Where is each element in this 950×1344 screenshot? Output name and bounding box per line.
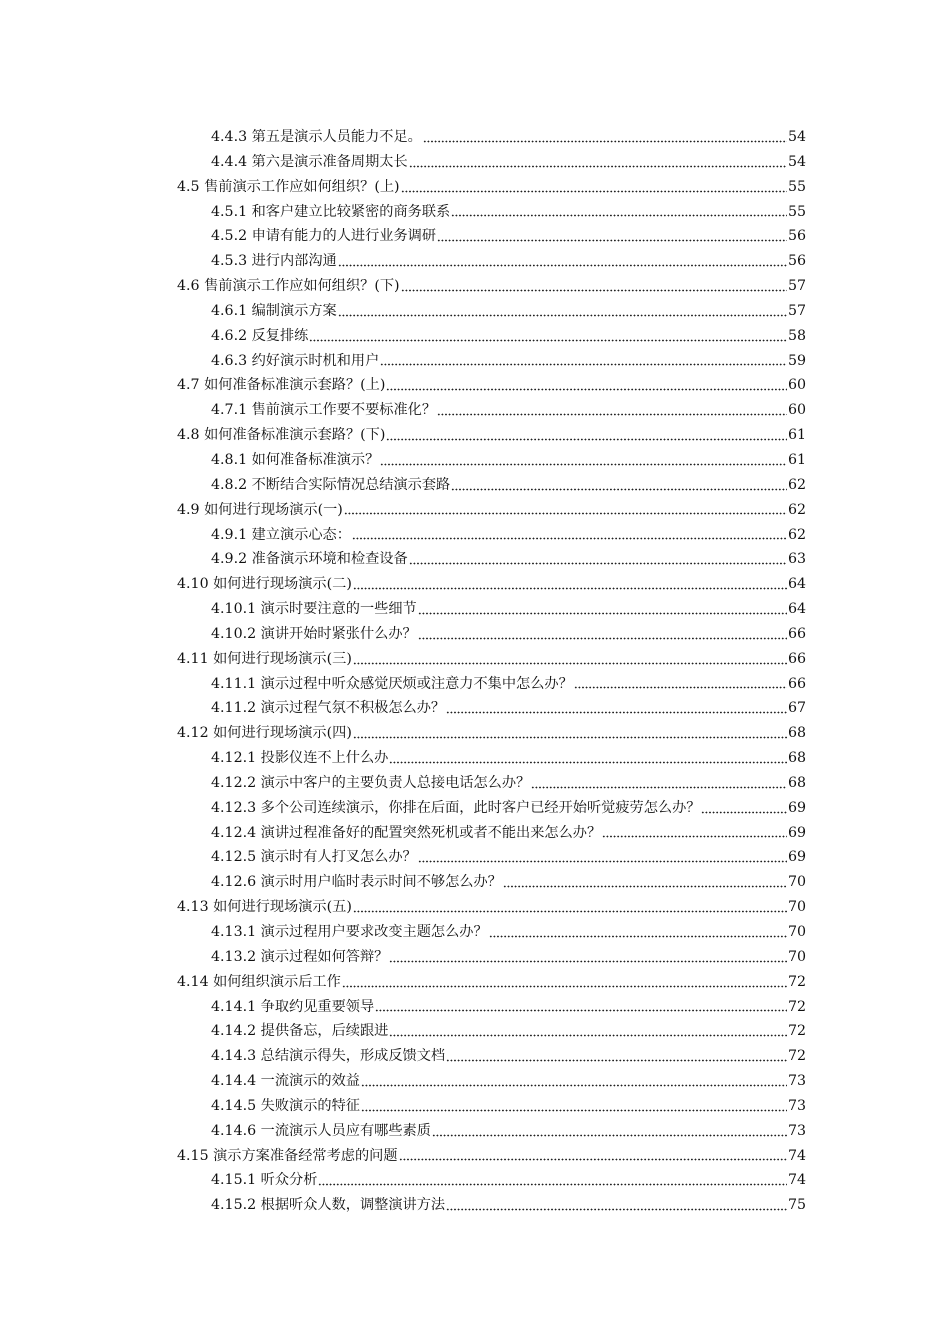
toc-entry-title: 4.14.2 提供备忘，后续跟进 bbox=[211, 1023, 389, 1040]
toc-entry-title: 4.5.1 和客户建立比较紧密的商务联系 bbox=[211, 203, 451, 220]
toc-page-number: 72 bbox=[787, 1048, 806, 1065]
toc-page-number: 68 bbox=[787, 725, 806, 742]
toc-entry-title: 4.8 如何准备标准演示套路？(下) bbox=[177, 427, 386, 444]
toc-subsection-entry[interactable] bbox=[0, 845, 806, 870]
toc-dot-leader bbox=[437, 230, 787, 244]
toc-section-entry[interactable] bbox=[0, 572, 806, 597]
toc-subsection-entry[interactable] bbox=[0, 299, 806, 324]
toc-entry-title: 4.13 如何进行现场演示(五) bbox=[177, 899, 352, 916]
toc-section-entry[interactable] bbox=[0, 721, 806, 746]
toc-subsection-entry[interactable] bbox=[0, 1069, 806, 1094]
toc-page-number: 61 bbox=[787, 451, 806, 468]
toc-subsection-entry[interactable] bbox=[0, 796, 806, 821]
toc-entry-title: 4.10 如何进行现场演示(二) bbox=[177, 576, 352, 593]
toc-subsection-entry[interactable] bbox=[0, 1019, 806, 1044]
toc-dot-leader bbox=[380, 453, 787, 467]
toc-page-number: 55 bbox=[787, 203, 806, 220]
toc-entry-title: 4.6.3 约好演示时机和用户 bbox=[211, 352, 380, 369]
toc-entry-title: 4.12.1 投影仪连不上什么办 bbox=[211, 750, 389, 767]
toc-entry-title: 4.12.6 演示时用户临时表示时间不够怎么办？ bbox=[211, 874, 502, 891]
toc-section-entry[interactable] bbox=[0, 498, 806, 523]
toc-dot-leader bbox=[418, 627, 787, 641]
toc-page-number: 70 bbox=[787, 924, 806, 940]
toc-dot-leader bbox=[418, 851, 787, 865]
toc-entry-title: 4.13.2 演示过程如何答辩？ bbox=[211, 948, 389, 965]
toc-page-number: 56 bbox=[787, 228, 806, 245]
toc-page-number: 74 bbox=[787, 1172, 806, 1189]
toc-dot-leader bbox=[389, 950, 787, 964]
toc-subsection-entry[interactable] bbox=[0, 1168, 806, 1193]
toc-subsection-entry[interactable] bbox=[0, 523, 806, 548]
table-of-contents bbox=[0, 125, 950, 1218]
toc-dot-leader bbox=[451, 205, 787, 219]
toc-subsection-entry[interactable] bbox=[0, 398, 806, 423]
toc-dot-leader bbox=[574, 677, 787, 691]
toc-page-number: 61 bbox=[787, 427, 806, 444]
toc-dot-leader bbox=[386, 379, 787, 393]
toc-subsection-entry[interactable] bbox=[0, 597, 806, 622]
toc-dot-leader bbox=[602, 826, 787, 840]
toc-entry-title: 4.5.2 申请有能力的人进行业务调研 bbox=[211, 228, 437, 245]
toc-page-number: 60 bbox=[787, 377, 806, 394]
toc-subsection-entry[interactable] bbox=[0, 1044, 806, 1069]
toc-entry-title: 4.12 如何进行现场演示(四) bbox=[177, 725, 352, 742]
toc-page-number: 70 bbox=[787, 948, 806, 965]
toc-dot-leader bbox=[409, 553, 787, 567]
toc-section-entry[interactable] bbox=[0, 373, 806, 398]
toc-page-number: 57 bbox=[787, 302, 806, 319]
toc-entry-title: 4.14.3 总结演示得失，形成反馈文档 bbox=[211, 1048, 446, 1065]
toc-dot-leader bbox=[375, 1000, 787, 1014]
toc-page-number: 73 bbox=[787, 1097, 806, 1114]
toc-subsection-entry[interactable] bbox=[0, 200, 806, 225]
toc-dot-leader bbox=[361, 1099, 787, 1113]
toc-subsection-entry[interactable] bbox=[0, 473, 806, 498]
toc-entry-title: 4.9 如何进行现场演示(一) bbox=[177, 501, 343, 518]
toc-subsection-entry[interactable] bbox=[0, 324, 806, 349]
toc-dot-leader bbox=[701, 801, 786, 815]
toc-entry-title: 4.11 如何进行现场演示(三) bbox=[177, 650, 352, 667]
toc-subsection-entry[interactable] bbox=[0, 150, 806, 175]
toc-subsection-entry[interactable] bbox=[0, 870, 806, 895]
toc-page-number: 69 bbox=[787, 824, 806, 841]
toc-subsection-entry[interactable] bbox=[0, 696, 806, 721]
toc-page-number: 66 bbox=[787, 675, 806, 692]
toc-dot-leader bbox=[503, 876, 787, 890]
toc-entry-title: 4.10.2 演讲开始时紧张什么办？ bbox=[211, 625, 417, 642]
toc-page-number: 62 bbox=[787, 526, 806, 543]
toc-page-number: 70 bbox=[787, 874, 806, 891]
toc-page-number: 68 bbox=[787, 774, 806, 791]
toc-page-number: 68 bbox=[787, 750, 806, 767]
toc-dot-leader bbox=[361, 1074, 787, 1088]
toc-entry-title: 4.4.3 第五是演示人员能力不足。 bbox=[211, 129, 422, 145]
toc-page-number: 57 bbox=[787, 278, 806, 295]
toc-page-number: 64 bbox=[787, 576, 806, 593]
toc-page-number: 75 bbox=[787, 1197, 806, 1214]
toc-entry-title: 4.11.2 演示过程气氛不积极怎么办？ bbox=[211, 700, 446, 717]
toc-dot-leader bbox=[446, 702, 787, 716]
toc-entry-title: 4.12.3 多个公司连续演示，你排在后面，此时客户已经开始听觉疲劳怎么办？ bbox=[211, 799, 701, 816]
toc-entry-title: 4.4.4 第六是演示准备周期太长 bbox=[211, 153, 408, 170]
toc-page-number: 70 bbox=[787, 899, 806, 916]
toc-page-number: 64 bbox=[787, 601, 806, 618]
toc-dot-leader bbox=[423, 130, 787, 144]
toc-subsection-entry[interactable] bbox=[0, 945, 806, 970]
toc-dot-leader bbox=[437, 404, 787, 418]
toc-entry-title: 4.9.1 建立演示心态： bbox=[211, 526, 351, 543]
toc-entry-title: 4.14.6 一流演示人员应有哪些素质 bbox=[211, 1122, 431, 1139]
toc-page-number: 54 bbox=[787, 153, 806, 170]
toc-dot-leader bbox=[318, 1174, 787, 1188]
toc-dot-leader bbox=[446, 1199, 787, 1213]
toc-dot-leader bbox=[353, 727, 787, 741]
toc-entry-title: 4.6.2 反复排练 bbox=[211, 327, 309, 344]
toc-entry-title: 4.8.2 不断结合实际情况总结演示套路 bbox=[211, 476, 451, 493]
toc-entry-title: 4.7 如何准备标准演示套路？(上) bbox=[177, 377, 386, 394]
toc-page-number: 72 bbox=[787, 1023, 806, 1040]
toc-entry-title: 4.12.4 演讲过程准备好的配置突然死机或者不能出来怎么办？ bbox=[211, 824, 602, 841]
toc-entry-title: 4.5.3 进行内部沟通 bbox=[211, 253, 337, 270]
toc-subsection-entry[interactable] bbox=[0, 746, 806, 771]
toc-dot-leader bbox=[338, 304, 787, 318]
toc-subsection-entry[interactable] bbox=[0, 672, 806, 697]
toc-entry-title: 4.14.5 失败演示的特征 bbox=[211, 1097, 360, 1114]
toc-entry-title: 4.14.1 争取约见重要领导 bbox=[211, 998, 375, 1015]
toc-dot-leader bbox=[353, 900, 787, 914]
toc-dot-leader bbox=[352, 528, 787, 542]
toc-entry-title: 4.7.1 售前演示工作要不要标准化？ bbox=[211, 402, 437, 419]
toc-page-number: 69 bbox=[787, 849, 806, 866]
toc-page-number: 55 bbox=[787, 178, 806, 195]
toc-dot-leader bbox=[353, 578, 787, 592]
toc-dot-leader bbox=[344, 503, 787, 517]
toc-subsection-entry[interactable] bbox=[0, 1119, 806, 1144]
toc-dot-leader bbox=[399, 1149, 787, 1163]
toc-section-entry[interactable] bbox=[0, 175, 806, 200]
toc-section-entry[interactable] bbox=[0, 970, 806, 995]
toc-entry-title: 4.8.1 如何准备标准演示？ bbox=[211, 451, 380, 468]
toc-page-number: 66 bbox=[787, 625, 806, 642]
toc-subsection-entry[interactable] bbox=[0, 1094, 806, 1119]
toc-entry-title: 4.11.1 演示过程中听众感觉厌烦或注意力不集中怎么办？ bbox=[211, 675, 573, 692]
toc-page-number: 66 bbox=[787, 650, 806, 667]
toc-section-entry[interactable] bbox=[0, 1144, 806, 1169]
toc-subsection-entry[interactable] bbox=[0, 821, 806, 846]
toc-dot-leader bbox=[389, 1025, 787, 1039]
toc-page-number: 72 bbox=[787, 998, 806, 1015]
toc-dot-leader bbox=[389, 751, 787, 765]
toc-dot-leader bbox=[338, 255, 787, 269]
toc-page-number: 62 bbox=[787, 501, 806, 518]
toc-entry-title: 4.6 售前演示工作应如何组织？(下) bbox=[177, 278, 400, 295]
toc-dot-leader bbox=[386, 428, 787, 442]
toc-dot-leader bbox=[432, 1124, 787, 1138]
toc-dot-leader bbox=[489, 925, 787, 939]
toc-entry-title: 4.10.1 演示时要注意的一些细节 bbox=[211, 601, 417, 618]
toc-page-number: 69 bbox=[787, 799, 806, 816]
toc-entry-title: 4.5 售前演示工作应如何组织？(上) bbox=[177, 178, 400, 195]
toc-page-number: 73 bbox=[787, 1073, 806, 1090]
toc-subsection-entry[interactable] bbox=[0, 920, 806, 945]
toc-dot-leader bbox=[380, 354, 787, 368]
toc-page-number: 67 bbox=[787, 700, 806, 717]
toc-entry-title: 4.15.2 根据听众人数，调整演讲方法 bbox=[211, 1197, 446, 1214]
toc-entry-title: 4.9.2 准备演示环境和检查设备 bbox=[211, 551, 408, 568]
toc-dot-leader bbox=[309, 329, 787, 343]
toc-subsection-entry[interactable] bbox=[0, 771, 806, 796]
toc-dot-leader bbox=[342, 975, 787, 989]
toc-dot-leader bbox=[418, 602, 787, 616]
toc-subsection-entry[interactable] bbox=[0, 1193, 806, 1218]
toc-entry-title: 4.12.2 演示中客户的主要负责人总接电话怎么办？ bbox=[211, 774, 531, 791]
toc-dot-leader bbox=[409, 155, 787, 169]
toc-section-entry[interactable] bbox=[0, 423, 806, 448]
toc-page-number: 56 bbox=[787, 253, 806, 270]
toc-entry-title: 4.15.1 听众分析 bbox=[211, 1172, 318, 1189]
toc-page-number: 63 bbox=[787, 551, 806, 568]
toc-page-number: 58 bbox=[787, 327, 806, 344]
toc-dot-leader bbox=[451, 478, 787, 492]
toc-subsection-entry[interactable] bbox=[0, 224, 806, 249]
toc-subsection-entry[interactable] bbox=[0, 448, 806, 473]
toc-dot-leader bbox=[531, 776, 787, 790]
toc-entry-title: 4.14 如何组织演示后工作 bbox=[177, 973, 341, 990]
toc-entry-title: 4.12.5 演示时有人打叉怎么办？ bbox=[211, 849, 417, 866]
toc-subsection-entry[interactable] bbox=[0, 125, 806, 150]
toc-entry-title: 4.15 演示方案准备经常考虑的问题 bbox=[177, 1147, 398, 1164]
toc-section-entry[interactable] bbox=[0, 895, 806, 920]
toc-entry-title: 4.13.1 演示过程用户要求改变主题怎么办？ bbox=[211, 924, 488, 940]
toc-dot-leader bbox=[446, 1050, 787, 1064]
toc-page-number: 54 bbox=[787, 129, 806, 145]
toc-dot-leader bbox=[401, 180, 787, 194]
toc-subsection-entry[interactable] bbox=[0, 249, 806, 274]
toc-entry-title: 4.14.4 一流演示的效益 bbox=[211, 1073, 360, 1090]
toc-entry-title: 4.6.1 编制演示方案 bbox=[211, 302, 337, 319]
toc-subsection-entry[interactable] bbox=[0, 547, 806, 572]
toc-dot-leader bbox=[353, 652, 787, 666]
toc-page-number: 60 bbox=[787, 402, 806, 419]
toc-subsection-entry[interactable] bbox=[0, 622, 806, 647]
toc-page-number: 72 bbox=[787, 973, 806, 990]
toc-section-entry[interactable] bbox=[0, 274, 806, 299]
toc-section-entry[interactable] bbox=[0, 647, 806, 672]
toc-page-number: 74 bbox=[787, 1147, 806, 1164]
toc-page-number: 59 bbox=[787, 352, 806, 369]
toc-page-number: 62 bbox=[787, 476, 806, 493]
toc-page-number: 73 bbox=[787, 1122, 806, 1139]
toc-subsection-entry[interactable] bbox=[0, 349, 806, 374]
toc-subsection-entry[interactable] bbox=[0, 995, 806, 1020]
toc-dot-leader bbox=[401, 279, 787, 293]
